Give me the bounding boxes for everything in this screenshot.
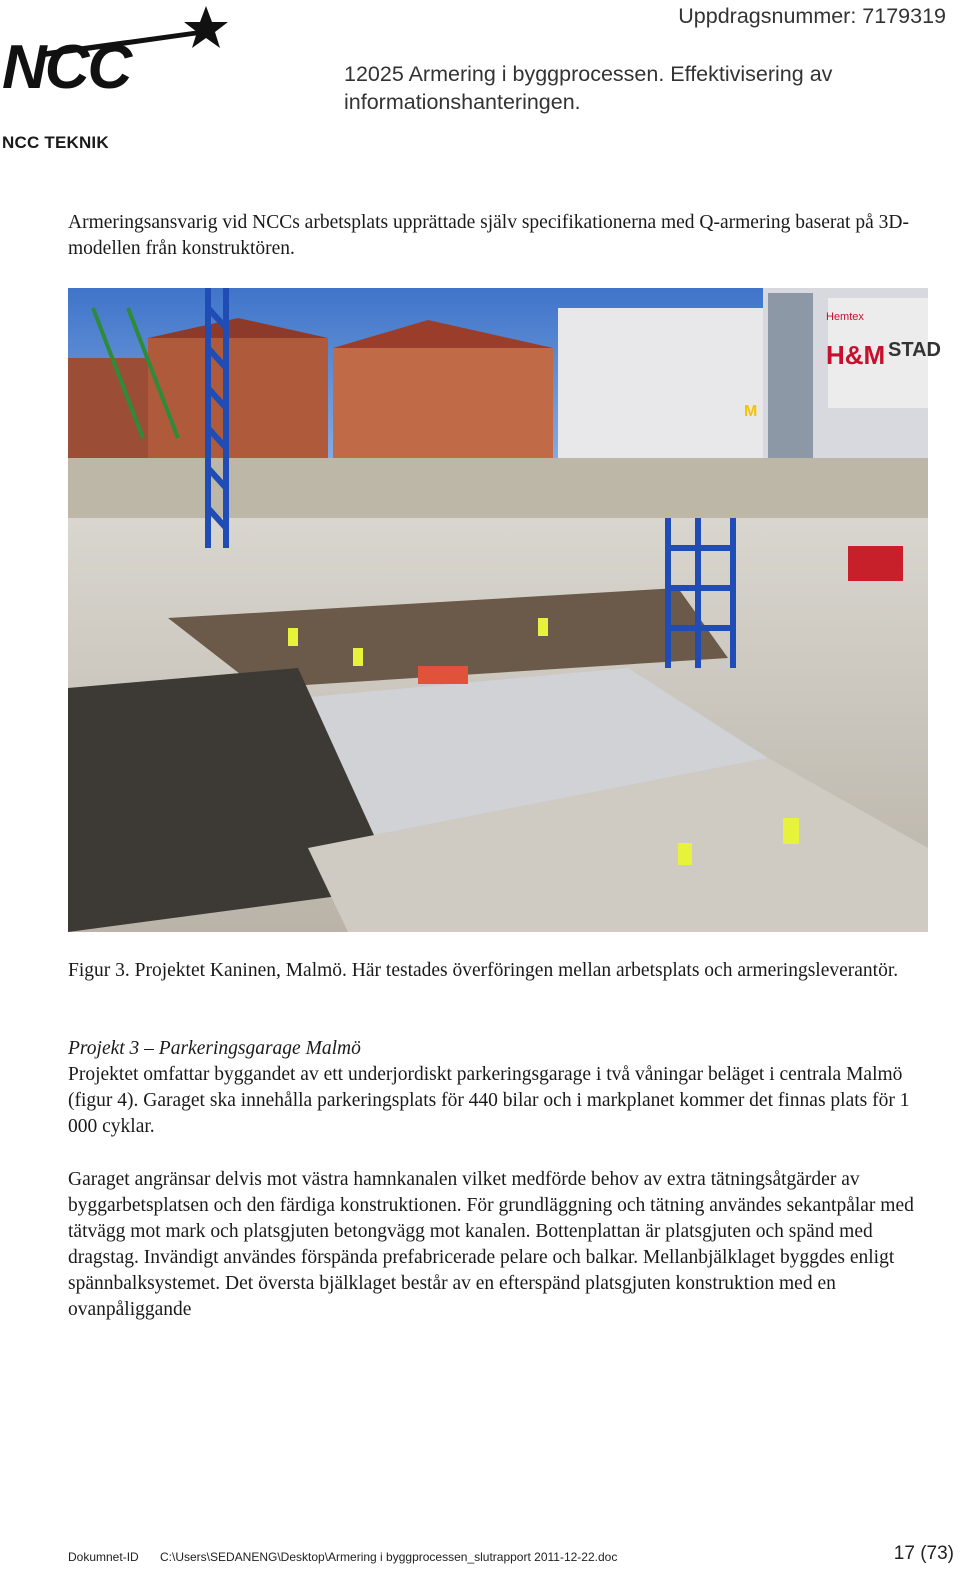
paragraph-1: Projektet omfattar byggandet av ett underjordiskt parkeringsgarage i två våningar beläget i centrala Malmö (figur 4). Garaget ska innehålla parkeringsplats för 440 bilar och i markplanet kommer det finnas plats för 1 000 cyklar.	[68, 1064, 910, 1137]
sign-hm: H&M	[826, 340, 886, 370]
footer-doc-id-label: Dokumnet-ID	[68, 1550, 139, 1564]
sign-stad: STAD	[888, 339, 941, 361]
intro-paragraph: Armeringsansvarig vid NCCs arbetsplats upprättade själv specifikationerna med Q-armering baserat på 3D-modellen från konstruktören.	[68, 212, 909, 259]
page-number: 17 (73)	[893, 1543, 954, 1564]
ncc-logo	[0, 2, 232, 102]
footer-file-path: C:\Users\SEDANENG\Desktop\Armering i byggprocessen_slutrapport 2011-12-22.doc	[160, 1550, 618, 1564]
figure-caption: Figur 3. Projektet Kaninen, Malmö. Här testades överföringen mellan arbetsplats och armeringsleverantör.	[68, 960, 899, 981]
paragraph-2: Garaget angränsar delvis mot västra hamnkanalen vilket medförde behov av extra tätningsåtgärder av byggarbetsplatsen och den färdiga konstruktionen. För grundläggning och tätning användes sekantpålar med tätvägg mot mark och platsgjuten betongvägg mot kanalen. Bottenplattan är platsgjuten och spänd med dragstag. Invändigt användes förspända prefabricerade pelare och balkar. Mellanbjälklaget byggdes enligt spännbalksystemet. Det översta bjälklaget består av en efterspänd platsgjuten konstruktion med en ovanpåliggande	[68, 1169, 914, 1320]
section-heading: Projekt 3 – Parkeringsgarage Malmö	[68, 1038, 361, 1059]
document-title: 12025 Armering i byggprocessen. Effektivisering av informationshanteringen.	[344, 62, 833, 114]
company-unit: NCC TEKNIK	[2, 133, 109, 152]
shopping-buildings	[558, 288, 941, 483]
sign-hemtex: Hemtex	[826, 311, 864, 323]
construction-site-photo	[68, 288, 941, 932]
assignment-number: Uppdragsnummer: 7179319	[678, 4, 946, 28]
logo-wordmark: NCC	[2, 33, 131, 102]
sign-mcdonalds: M	[744, 403, 758, 420]
logo-star-icon	[184, 6, 228, 48]
